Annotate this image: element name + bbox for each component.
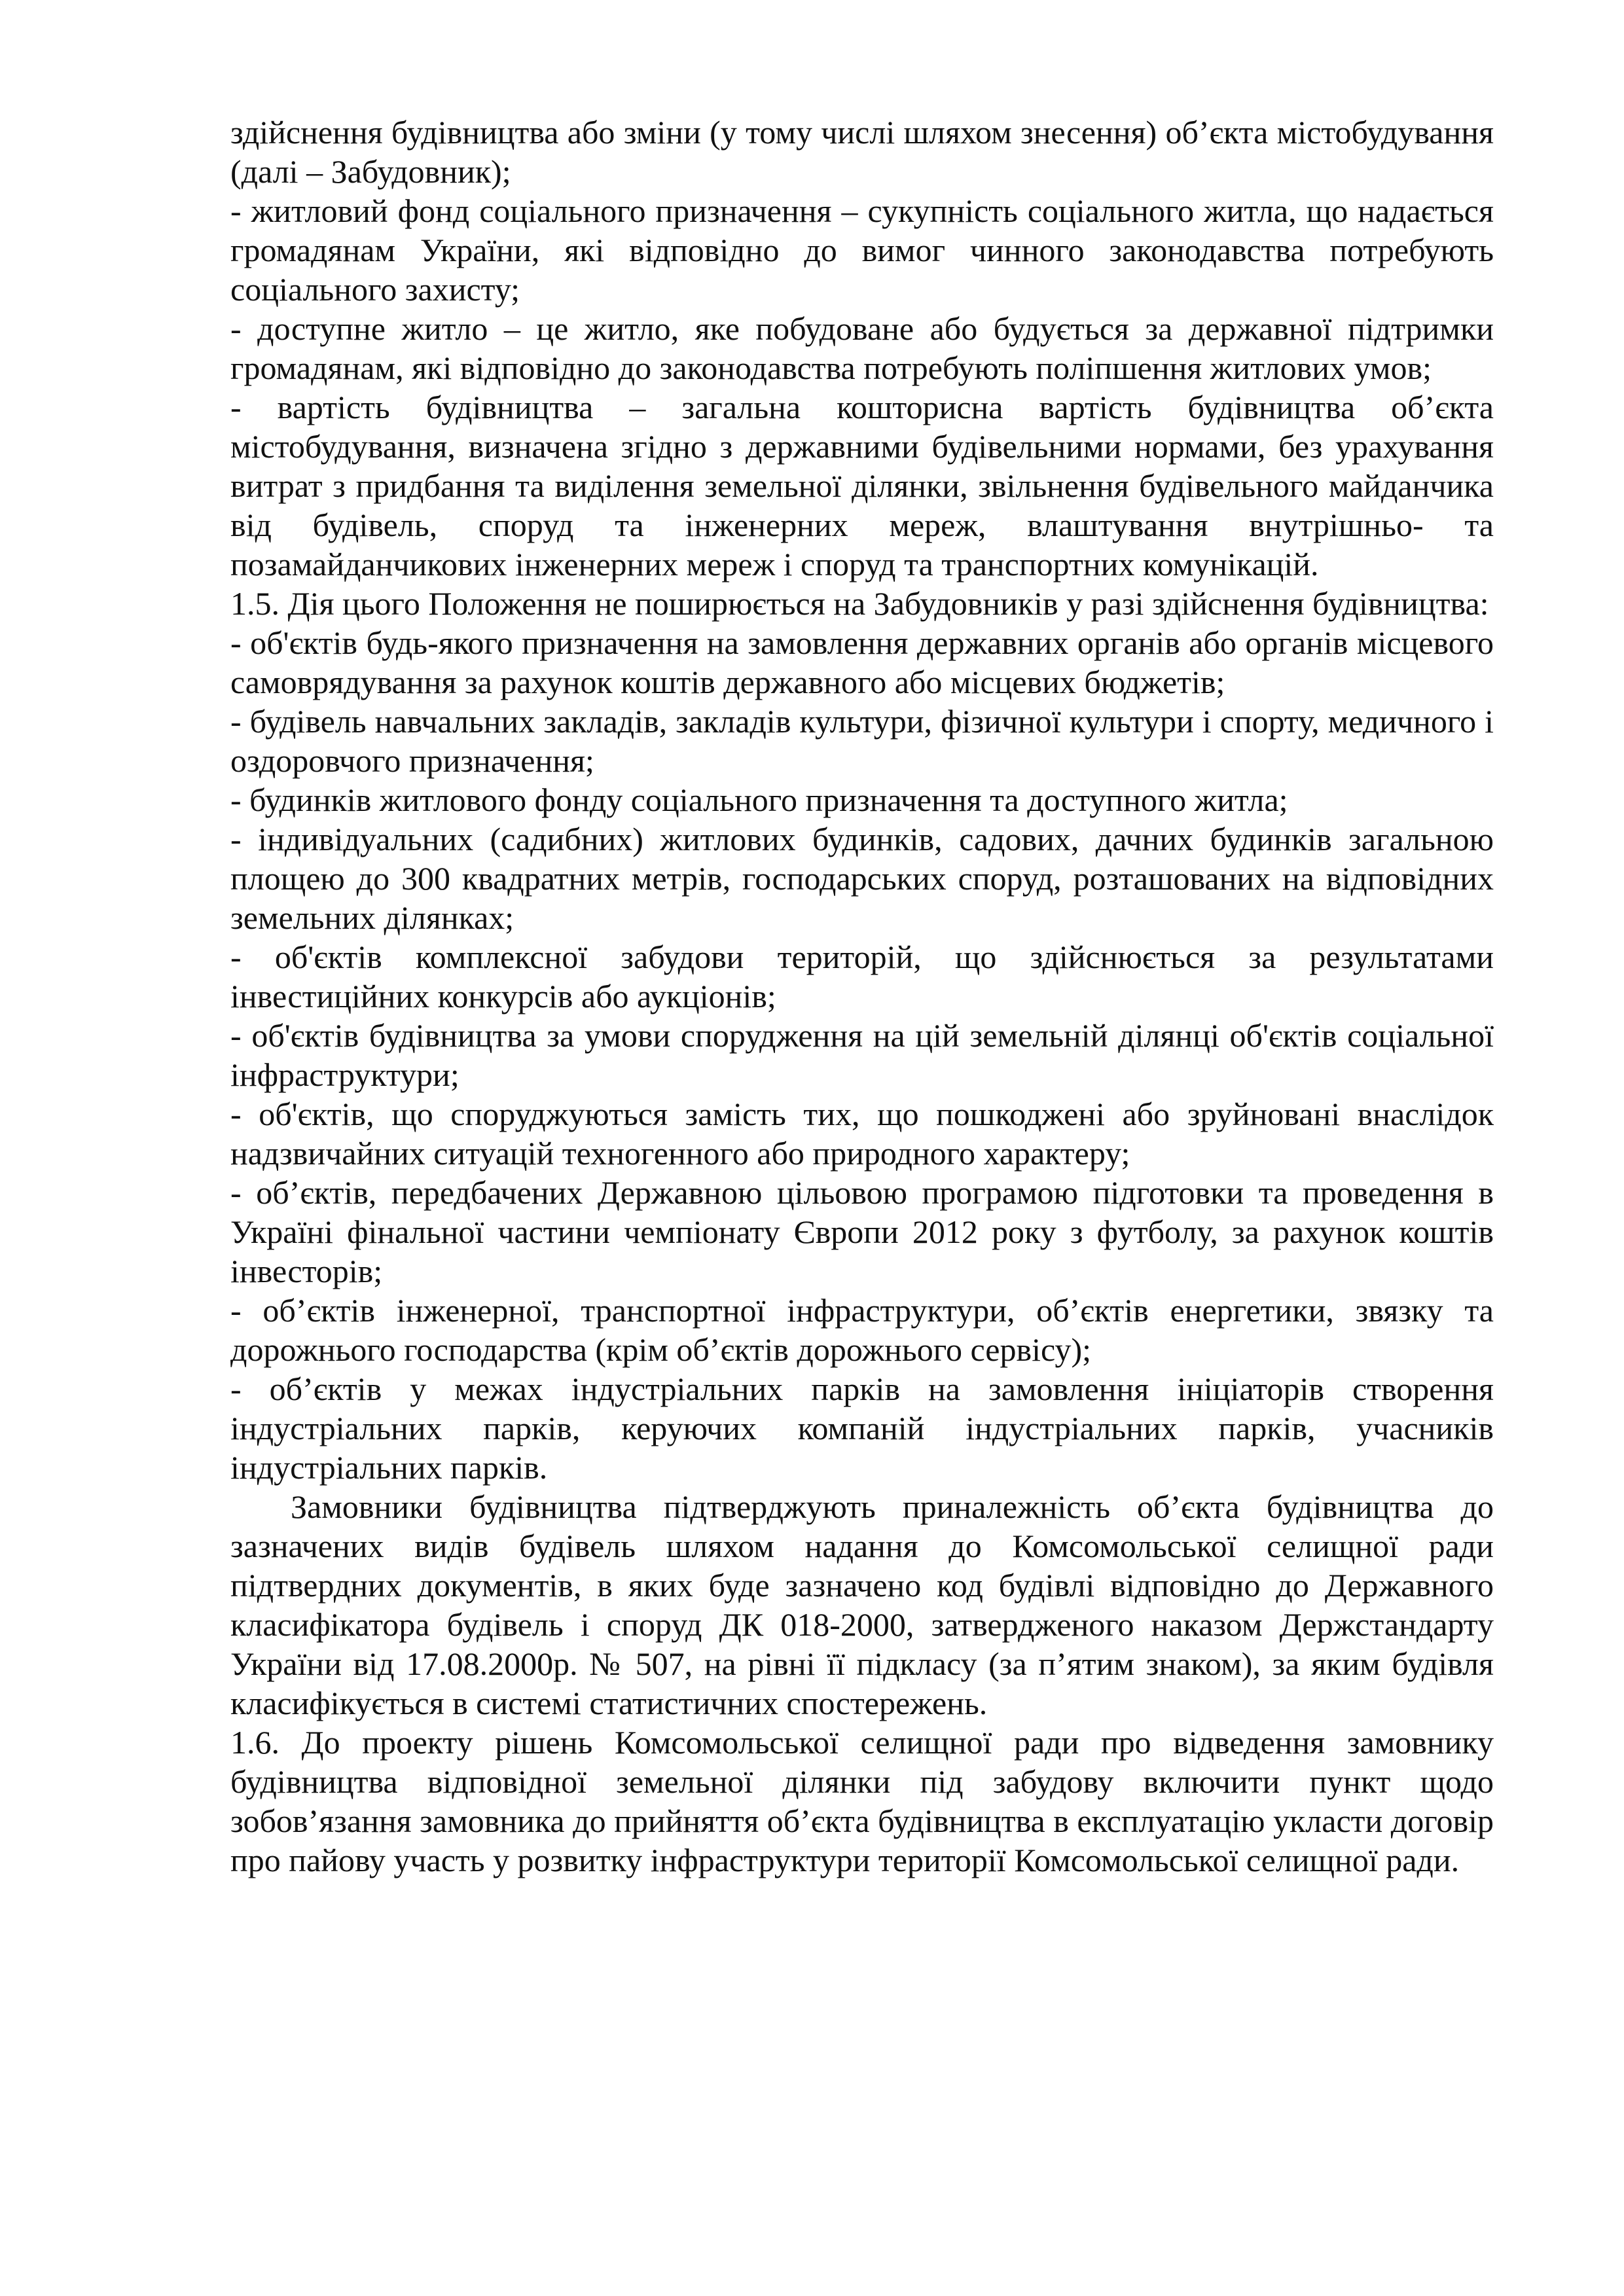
list-item-euro-2012: - об’єктів, передбачених Державною цільовою програмою підготовки та проведення в Україні фінальної частини чемпіонату Європи 2012 року з футболу, за рахунок коштів інвесторів; — [230, 1174, 1494, 1289]
paragraph-construction-cost-definition: - вартість будівництва – загальна кошторисна вартість будівництва об’єкта містобудування, визначена згідно з державними будівельними нормами, без урахування витрат з придбання та виділення земельної ділянки, звільнення будівельного майданчика від будівель, споруд та інженерних мереж, влаштування внутрішньо- та позамайданчикових інженерних мереж і споруд та транспортних комунікацій. — [230, 389, 1494, 583]
list-item-state-objects: - об'єктів будь-якого призначення на замовлення державних органів або органів місцевого самоврядування за рахунок коштів державного або місцевих бюджетів; — [230, 624, 1494, 700]
paragraph-confirmation-documents: Замовники будівництва підтверджують приналежність об’єкта будівництва до зазначених видів будівель шляхом надання до Комсомольської селищної ради підтвердних документів, в яких буде зазначено код будівлі відповідно до Державного класифікатора будівель і споруд ДК 018-2000, затвердженого наказом Держстандарту України від 17.08.2000р. № 507, на рівні її підкласу (за п’ятим знаком), за яким будівля класифікується в системі статистичних спостережень. — [230, 1488, 1494, 1721]
paragraph-developer-definition-end: здійснення будівництва або зміни (у тому числі шляхом знесення) об’єкта містобудування (далі – Забудовник); — [230, 114, 1494, 190]
paragraph-affordable-housing-definition: - доступне житло – це житло, яке побудоване або будується за державної підтримки громадянам, які відповідно до законодавства потребують поліпшення житлових умов; — [230, 310, 1494, 386]
paragraph-social-housing-definition: - житловий фонд соціального призначення – сукупність соціального житла, що надається громадянам України, які відповідно до вимог чинного законодавства потребують соціального захисту; — [230, 192, 1494, 308]
list-item-engineering-infrastructure: - об’єктів інженерної, транспортної інфраструктури, об’єктів енергетики, звязку та дорожнього господарства (крім об’єктів дорожнього сервісу); — [230, 1292, 1494, 1368]
list-item-social-housing: - будинків житлового фонду соціального призначення та доступного житла; — [230, 781, 1288, 818]
document-page — [230, 113, 1494, 1880]
list-item-educational-buildings: - будівель навчальних закладів, закладів культури, фізичної культури і спорту, медичного і оздоровчого призначення; — [230, 703, 1494, 779]
list-item-social-infrastructure: - об'єктів будівництва за умови спорудження на цій земельній ділянці об'єктів соціальної інфраструктури; — [230, 1017, 1494, 1093]
list-item-emergency-replacement: - об'єктів, що споруджуються замість тих, що пошкоджені або зруйновані внаслідок надзвичайних ситуацій техногенного або природного характеру; — [230, 1096, 1494, 1172]
paragraph-section-1-5: 1.5. Дія цього Положення не поширюється на Забудовників у разі здійснення будівництва: — [230, 585, 1489, 622]
list-item-industrial-parks: - об’єктів у межах індустріальних парків на замовлення ініціаторів створення індустріальних парків, керуючих компаній індустріальних парків, учасників індустріальних парків. — [230, 1371, 1494, 1486]
list-item-individual-houses: - індивідуальних (садибних) житлових будинків, садових, дачних будинків загальною площею до 300 квадратних метрів, господарських споруд, розташованих на відповідних земельних ділянках; — [230, 821, 1494, 936]
list-item-complex-development: - об'єктів комплексної забудови територій, що здійснюється за результатами інвестиційних конкурсів або аукціонів; — [230, 939, 1494, 1014]
paragraph-section-1-6: 1.6. До проекту рішень Комсомольської селищної ради про відведення замовнику будівництва відповідної земельної ділянки під забудову включити пункт щодо зобов’язання замовника до прийняття об’єкта будівництва в експлуатацію укласти договір про пайову участь у розвитку інфраструктури території Комсомольської селищної ради. — [230, 1724, 1494, 1878]
